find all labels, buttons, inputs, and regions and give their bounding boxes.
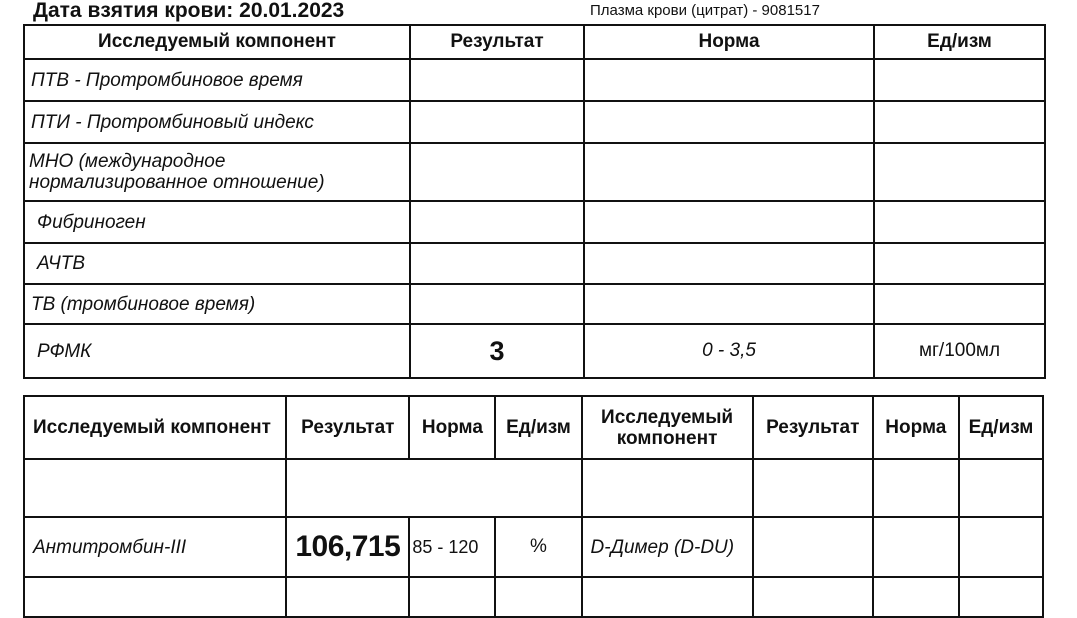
row-result bbox=[286, 577, 409, 617]
row-name: ТВ (тромбиновое время) bbox=[24, 284, 410, 324]
col-header-unit: Ед/изм bbox=[874, 25, 1045, 59]
row-norm bbox=[584, 143, 874, 201]
col-header-component: Исследуемый компонент bbox=[24, 396, 286, 459]
row-name: ПТВ - Протромбиновое время bbox=[24, 59, 410, 101]
row-name: МНО (международное нормализированное отношение) bbox=[24, 143, 410, 201]
col-header-result: Результат bbox=[410, 25, 584, 59]
row-result bbox=[410, 201, 584, 243]
row-name: Фибриноген bbox=[24, 201, 410, 243]
table-row bbox=[24, 201, 1045, 243]
row-unit bbox=[495, 577, 581, 617]
additional-tests-table bbox=[23, 395, 1044, 618]
row-name bbox=[24, 459, 286, 517]
row-result: 3 bbox=[410, 324, 584, 378]
col-header-norm: Норма bbox=[409, 396, 495, 459]
row-unit-2 bbox=[959, 517, 1043, 577]
row-norm bbox=[584, 201, 874, 243]
row-norm bbox=[584, 284, 874, 324]
row-norm: 0 - 3,5 bbox=[584, 324, 874, 378]
row-norm bbox=[409, 577, 495, 617]
row-name: АЧТВ bbox=[24, 243, 410, 284]
table-row bbox=[24, 59, 1045, 101]
row-unit bbox=[874, 201, 1045, 243]
row-name-2: D-Димер (D-DU) bbox=[582, 517, 753, 577]
col-header-result-2: Результат bbox=[753, 396, 873, 459]
table-row bbox=[24, 243, 1045, 284]
blood-sample-date: Дата взятия крови: 20.01.2023 bbox=[33, 0, 345, 22]
row-unit-2 bbox=[959, 577, 1043, 617]
table-row bbox=[24, 459, 1043, 517]
col-header-component: Исследуемый компонент bbox=[24, 25, 410, 59]
row-name-2 bbox=[582, 577, 753, 617]
row-result-2 bbox=[753, 459, 873, 517]
table-row bbox=[24, 101, 1045, 143]
coagulation-table bbox=[23, 24, 1046, 379]
row-result-2 bbox=[753, 577, 873, 617]
row-norm bbox=[584, 101, 874, 143]
row-result bbox=[410, 143, 584, 201]
row-name: ПТИ - Протромбиновый индекс bbox=[24, 101, 410, 143]
table-row bbox=[24, 517, 1043, 577]
row-unit bbox=[874, 59, 1045, 101]
sample-id: Плазма крови (цитрат) - 9081517 bbox=[590, 2, 820, 19]
col-header-result: Результат bbox=[286, 396, 409, 459]
table-row bbox=[24, 577, 1043, 617]
row-name bbox=[24, 577, 286, 617]
table-header-row bbox=[24, 25, 1045, 59]
table-row bbox=[24, 324, 1045, 378]
col-header-norm-2: Норма bbox=[873, 396, 959, 459]
row-norm-2 bbox=[873, 459, 959, 517]
row-norm: 85 - 120 bbox=[409, 517, 495, 577]
row-result bbox=[410, 59, 584, 101]
row-unit bbox=[874, 101, 1045, 143]
row-result: 106,715 bbox=[286, 517, 409, 577]
col-header-unit-2: Ед/изм bbox=[959, 396, 1043, 459]
row-result bbox=[410, 284, 584, 324]
row-unit bbox=[874, 143, 1045, 201]
row-norm bbox=[584, 243, 874, 284]
row-result bbox=[410, 243, 584, 284]
row-unit bbox=[874, 243, 1045, 284]
row-norm-2 bbox=[873, 577, 959, 617]
row-result-merged bbox=[286, 459, 581, 517]
row-result bbox=[410, 101, 584, 143]
table-row bbox=[24, 284, 1045, 324]
row-unit bbox=[874, 284, 1045, 324]
table-header-row bbox=[24, 396, 1043, 459]
row-norm-2 bbox=[873, 517, 959, 577]
row-name: Антитромбин-III bbox=[24, 517, 286, 577]
col-header-component-2: Исследуемый компонент bbox=[582, 396, 753, 459]
table-row bbox=[24, 143, 1045, 201]
row-result-2 bbox=[753, 517, 873, 577]
row-norm bbox=[584, 59, 874, 101]
row-name: РФМК bbox=[24, 324, 410, 378]
row-unit: мг/100мл bbox=[874, 324, 1045, 378]
col-header-norm: Норма bbox=[584, 25, 874, 59]
row-unit: % bbox=[495, 517, 581, 577]
col-header-unit: Ед/изм bbox=[495, 396, 581, 459]
row-name-2 bbox=[582, 459, 753, 517]
row-unit-2 bbox=[959, 459, 1043, 517]
